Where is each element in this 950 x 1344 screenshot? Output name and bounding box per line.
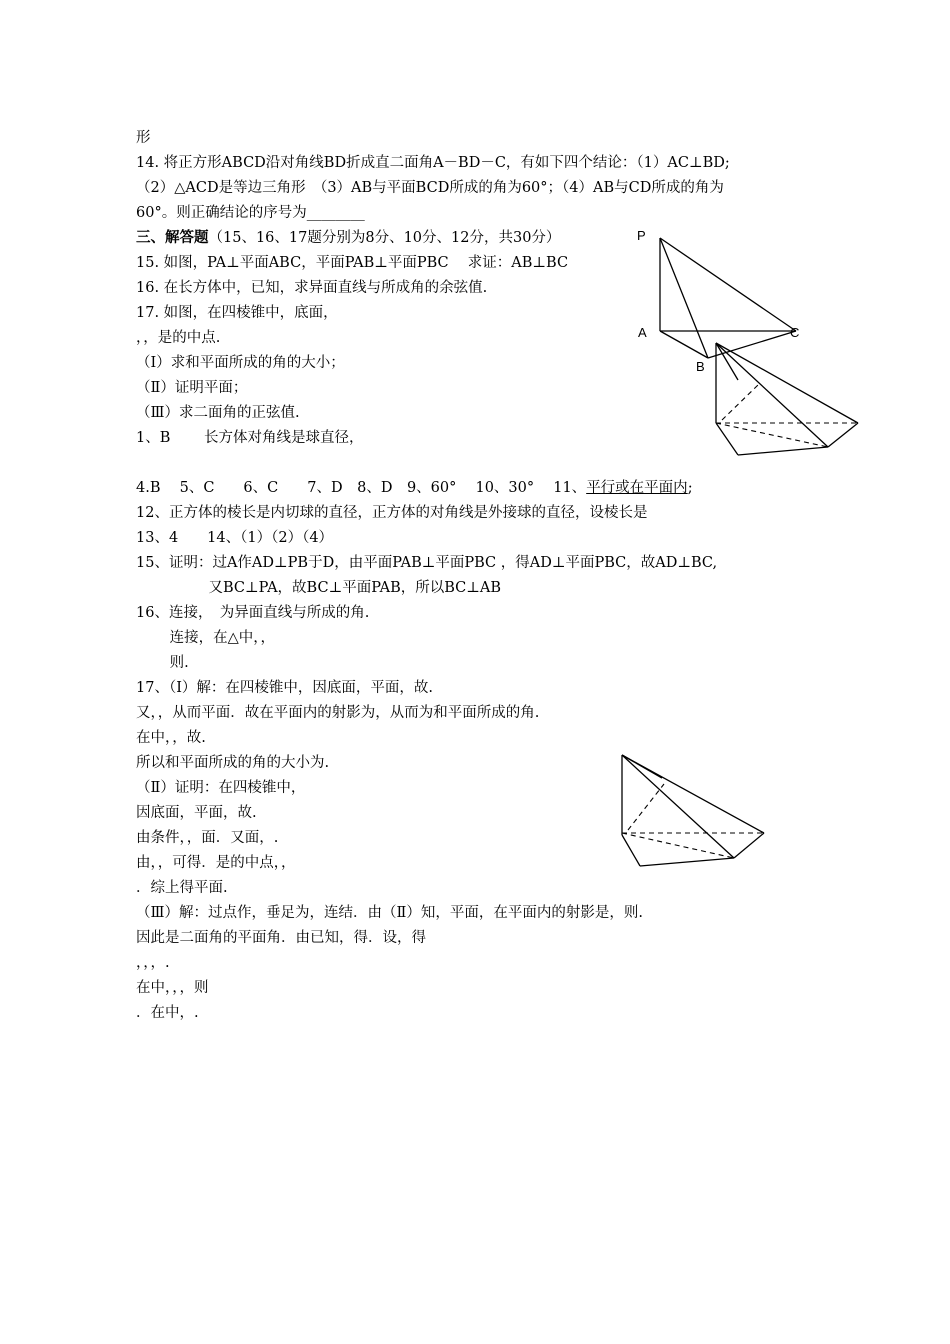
dashed-diagonal [622, 833, 734, 858]
label-p: P [637, 228, 646, 243]
answers-4-11-text: 4.B 5、C 6、C 7、D 8、D 9、60° 10、30° 11、 [136, 480, 587, 496]
edge-base-front [640, 858, 734, 866]
section-points: （15、16、17题分别为8分、10分、12分，共30分） [208, 230, 561, 246]
answer-17-line-6: 因底面，平面，故. [136, 805, 257, 821]
label-c: C [790, 325, 800, 340]
question-15: 15. 如图，PA⊥平面ABC，平面PAB⊥平面PBC 求证：AB⊥BC [136, 255, 569, 271]
answer-16-line-1: 16、连接， 为异面直线与所成的角. [136, 605, 370, 621]
text-line: 形 [136, 130, 151, 146]
answer-12: 12、正方体的棱长是内切球的直径，正方体的对角线是外接球的直径，设棱长是 [136, 505, 648, 521]
edge-apex-front [622, 755, 734, 858]
question-17-part-3: （Ⅲ）求二面角的正弦值. [136, 405, 300, 421]
dashed-inner [628, 784, 664, 830]
question-17-line-1: 17. 如图，在四棱锥中，底面， [136, 305, 338, 321]
question-14-line-1: 14. 将正方形ABCD沿对角线BD折成直二面角A－BD－C，有如下四个结论：（1）AC⊥BD; [136, 155, 730, 171]
answer-16-line-2: 连接，在△中，， [136, 630, 276, 646]
answer-17-line-3: 在中，，故. [136, 730, 206, 746]
answer-17-line-8: 由，，可得．是的中点，， [136, 855, 296, 871]
answer-17-line-2: 又，，从而平面．故在平面内的射影为，从而为和平面所成的角. [136, 705, 540, 721]
answer-17-line-9: ．综上得平面. [136, 880, 228, 896]
answer-17-line-11: 因此是二面角的平面角．由已知，得．设，得 [136, 930, 426, 946]
question-16: 16. 在长方体中，已知，求异面直线与所成角的余弦值. [136, 280, 488, 296]
answer-17-line-10: （Ⅲ）解：过点作，垂足为，连结．由（Ⅱ）知，平面，在平面内的射影是，则. [136, 905, 643, 921]
edge-base-left [622, 835, 640, 866]
question-17-part-1: （Ⅰ）求和平面所成的角的大小； [136, 355, 345, 371]
answer-17-line-4: 所以和平面所成的角的大小为. [136, 755, 330, 771]
answer-1: 1、B 长方体对角线是球直径， [136, 430, 364, 446]
edge-apex-inner [622, 755, 662, 778]
answer-11-underlined: 平行或在平面内 [586, 480, 688, 496]
answer-17-line-12: ，，，. [136, 955, 170, 971]
question-14-line-2: （2）△ACD是等边三角形 （3）AB与平面BCD所成的角为60°；（4）AB与CD所成的角为 [136, 180, 724, 196]
question-14-line-3: 60°。则正确结论的序号为________ [136, 205, 365, 221]
answers-13-14: 13、4 14、（1）（2）（4） [136, 530, 334, 546]
question-17-line-2: ，，是的中点. [136, 330, 221, 346]
answer-15-line-2: 又BC⊥PA，故BC⊥平面PAB，所以BC⊥AB [136, 580, 502, 596]
answer-17-line-13: 在中，，，则 [136, 980, 209, 996]
answer-17-line-5: （Ⅱ）证明：在四棱锥中， [136, 780, 306, 796]
answer-17-line-7: 由条件，，面．又面，. [136, 830, 279, 846]
answer-17-line-1: 17、（Ⅰ）解：在四棱锥中，因底面，平面，故. [136, 680, 434, 696]
answer-16-line-3: 则. [136, 655, 189, 671]
answer-17-line-14: ．在中，. [136, 1005, 199, 1021]
answer-15-line-1: 15、证明：过A作AD⊥PB于D，由平面PAB⊥平面PBC ，得AD⊥平面PBC，故AD⊥BC, [136, 555, 718, 571]
section-title: 三、解答题 [136, 229, 209, 246]
answer-11-end: ; [687, 480, 693, 496]
label-a: A [638, 325, 647, 340]
question-17-part-2: （Ⅱ）证明平面； [136, 380, 248, 396]
label-b: B [696, 359, 705, 374]
edge-base-right [734, 833, 764, 858]
